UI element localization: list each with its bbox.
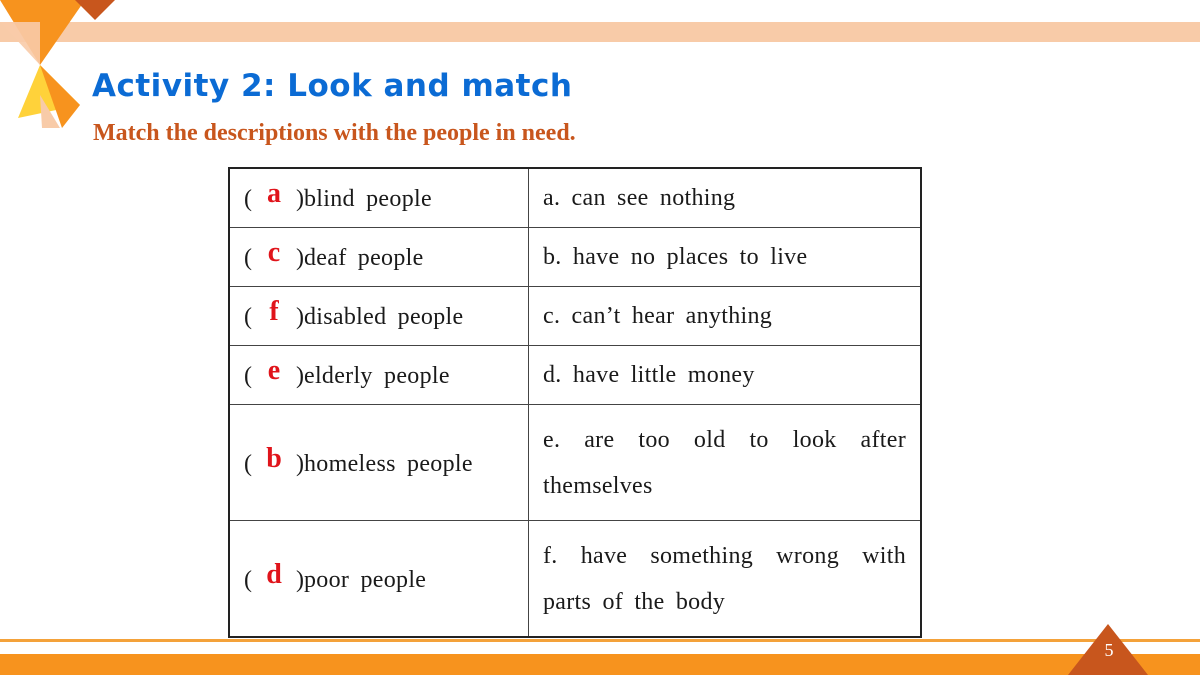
open-paren: (: [244, 245, 252, 271]
page-number: 5: [1104, 640, 1114, 660]
person-label: disabled people: [304, 304, 464, 330]
table-row: [229, 405, 921, 521]
person-label: poor people: [304, 566, 427, 593]
close-paren: ): [296, 450, 304, 477]
bottom-band: [0, 654, 1200, 675]
close-paren: ): [296, 245, 304, 271]
open-paren: (: [244, 304, 252, 330]
description-cell: c. can’t hear anything: [529, 287, 922, 346]
person-cell: [229, 228, 529, 287]
open-paren: (: [244, 186, 252, 212]
person-label: homeless people: [304, 450, 473, 477]
close-paren: ): [296, 566, 304, 593]
description-cell: f. have something wrong with parts of the body: [529, 521, 922, 638]
answer-letter: d: [266, 558, 282, 590]
close-paren: ): [296, 186, 304, 212]
table-row: [229, 521, 921, 638]
person-cell: [229, 346, 529, 405]
open-paren: (: [244, 450, 252, 477]
close-paren: ): [296, 363, 304, 389]
description-cell: d. have little money: [529, 346, 922, 405]
person-label: blind people: [304, 186, 432, 212]
answer-letter: e: [267, 355, 281, 386]
answer-letter: f: [269, 296, 279, 327]
table-row: [229, 168, 921, 228]
slide-subtitle: Match the descriptions with the people in need.: [93, 120, 576, 146]
answer-letter: a: [267, 178, 281, 209]
person-cell: [229, 405, 529, 521]
person-cell: [229, 287, 529, 346]
person-label: elderly people: [304, 363, 450, 389]
open-paren: (: [244, 363, 252, 389]
open-paren: (: [244, 566, 252, 593]
person-cell: [229, 521, 529, 638]
matching-table: [228, 167, 922, 638]
bottom-accent-line: [0, 639, 1200, 642]
description-cell: a. can see nothing: [529, 168, 922, 228]
person-cell: [229, 168, 529, 228]
top-decorative-band: [0, 22, 1200, 42]
table-row: [229, 346, 921, 405]
answer-letter: c: [267, 237, 281, 268]
table-row: [229, 287, 921, 346]
description-cell: e. are too old to look after themselves: [529, 405, 922, 521]
answer-letter: b: [266, 442, 282, 474]
person-label: deaf people: [304, 245, 424, 271]
close-paren: ): [296, 304, 304, 330]
table-row: [229, 228, 921, 287]
description-cell: b. have no places to live: [529, 228, 922, 287]
slide-title: Activity 2: Look and match: [92, 68, 573, 104]
